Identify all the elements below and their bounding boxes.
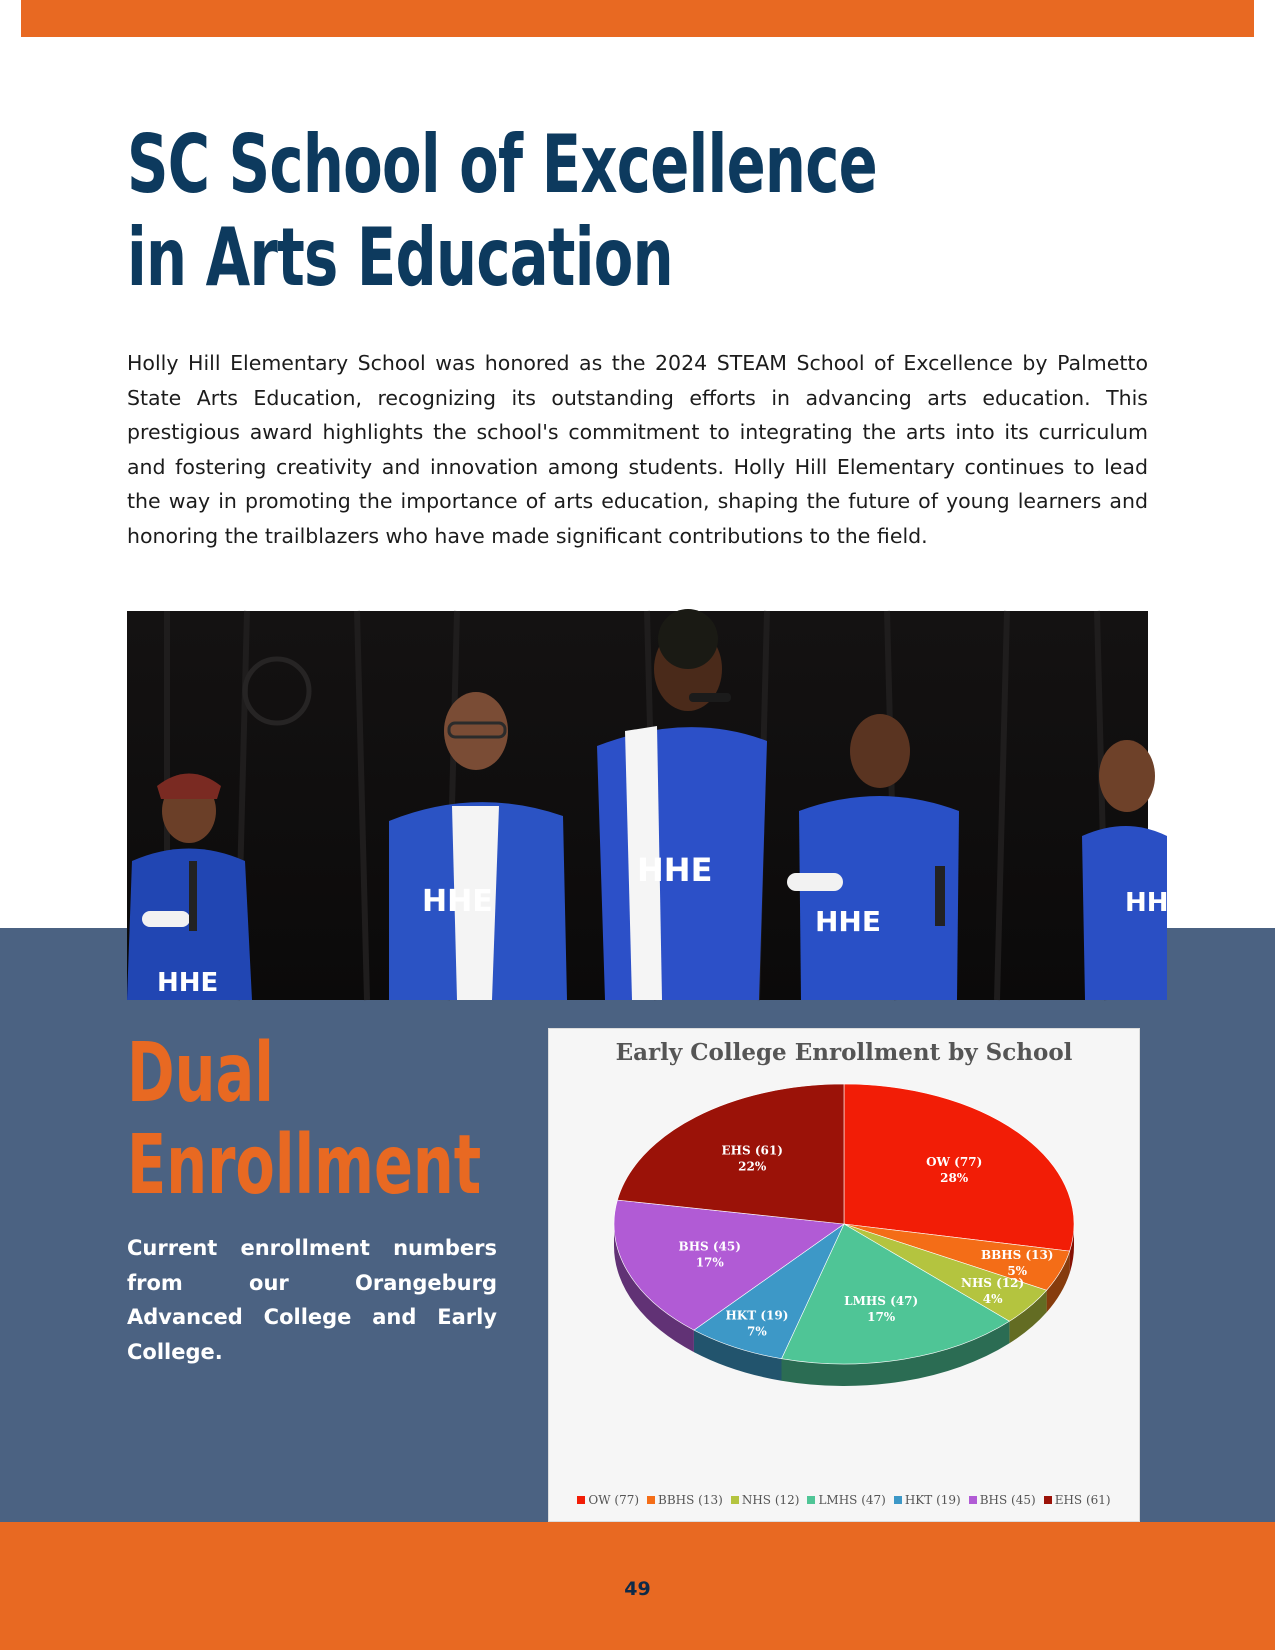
legend-swatch bbox=[807, 1496, 815, 1504]
svg-text:HHE: HHE bbox=[1125, 888, 1187, 918]
title-line-2: in Arts Education bbox=[127, 211, 673, 304]
legend-item-lmhs bbox=[807, 1493, 885, 1507]
legend-item-nhs bbox=[731, 1493, 800, 1507]
legend-label: EHS (61) bbox=[1054, 1493, 1111, 1507]
intro-paragraph: Holly Hill Elementary School was honored as the 2024 STEAM School of Excellence by Palmetto State Arts Education, recognizing its outstanding efforts in advancing arts education. This prestigious award highlights the school's commitment to integrating the arts into its curriculum and fostering creativity and innovation among students. Holly Hill Elementary continues to lead the way in promoting the importance of arts education, shaping the future of young learners and honoring the trailblazers who have made significant contributions to the field. bbox=[127, 351, 1148, 548]
legend-label: BBHS (13) bbox=[658, 1493, 723, 1507]
data-label-bhs: BHS (45) bbox=[678, 1239, 741, 1254]
legend-label: HKT (19) bbox=[904, 1493, 961, 1507]
dual-enrollment-heading bbox=[127, 1028, 481, 1212]
page-number: 49 bbox=[624, 1578, 651, 1600]
footer-bar bbox=[0, 1522, 1275, 1650]
legend-item-ehs bbox=[1044, 1493, 1111, 1507]
enrollment-pie-chart bbox=[548, 1028, 1140, 1522]
chart-title: Early College Enrollment by School bbox=[615, 1039, 1073, 1066]
legend-item-ow bbox=[577, 1493, 639, 1507]
svg-text:HHE: HHE bbox=[422, 884, 493, 919]
data-percent-nhs: 4% bbox=[982, 1292, 1003, 1307]
data-label-nhs: NHS (12) bbox=[961, 1276, 1025, 1291]
svg-text:HHE: HHE bbox=[637, 851, 713, 889]
legend-swatch bbox=[1044, 1496, 1052, 1504]
dual-title-line-2: Enrollment bbox=[127, 1118, 482, 1213]
legend-item-hkt bbox=[894, 1493, 961, 1507]
data-percent-bhs: 17% bbox=[695, 1255, 724, 1270]
legend-label: BHS (45) bbox=[979, 1493, 1036, 1507]
legend-label: OW (77) bbox=[588, 1493, 640, 1507]
dual-enrollment-description: Current enrollment numbers from our Orangeburg Advanced College and Early College. bbox=[127, 1236, 497, 1364]
data-percent-ow: 28% bbox=[940, 1170, 969, 1185]
data-label-ow: OW (77) bbox=[926, 1154, 983, 1169]
data-percent-hkt: 7% bbox=[747, 1324, 767, 1339]
data-percent-bbhs: 5% bbox=[1007, 1263, 1028, 1278]
data-percent-ehs: 22% bbox=[738, 1159, 767, 1174]
top-accent-bar bbox=[21, 0, 1254, 37]
data-label-bbhs: BBHS (13) bbox=[980, 1247, 1054, 1262]
svg-text:HHE: HHE bbox=[815, 905, 881, 938]
data-label-lmhs: LMHS (47) bbox=[844, 1293, 919, 1308]
legend-swatch bbox=[969, 1496, 977, 1504]
dual-title-line-1: Dual bbox=[127, 1026, 274, 1121]
page-title bbox=[127, 118, 877, 304]
legend-swatch bbox=[731, 1496, 739, 1504]
legend-label: NHS (12) bbox=[741, 1493, 800, 1507]
legend-item-bbhs bbox=[647, 1493, 723, 1507]
data-percent-lmhs: 17% bbox=[867, 1309, 896, 1324]
title-line-1: SC School of Excellence bbox=[127, 118, 877, 211]
legend-swatch bbox=[577, 1496, 585, 1504]
students-performing-photo bbox=[127, 611, 1187, 1000]
legend-swatch bbox=[647, 1496, 655, 1504]
data-label-hkt: HKT (19) bbox=[725, 1308, 789, 1323]
legend-item-bhs bbox=[969, 1493, 1036, 1507]
chart-legend bbox=[549, 1493, 1139, 1507]
pie-svg bbox=[549, 1029, 1139, 1489]
svg-text:HHE: HHE bbox=[157, 968, 219, 998]
legend-label: LMHS (47) bbox=[818, 1493, 886, 1507]
legend-swatch bbox=[894, 1496, 902, 1504]
data-label-ehs: EHS (61) bbox=[721, 1143, 783, 1158]
